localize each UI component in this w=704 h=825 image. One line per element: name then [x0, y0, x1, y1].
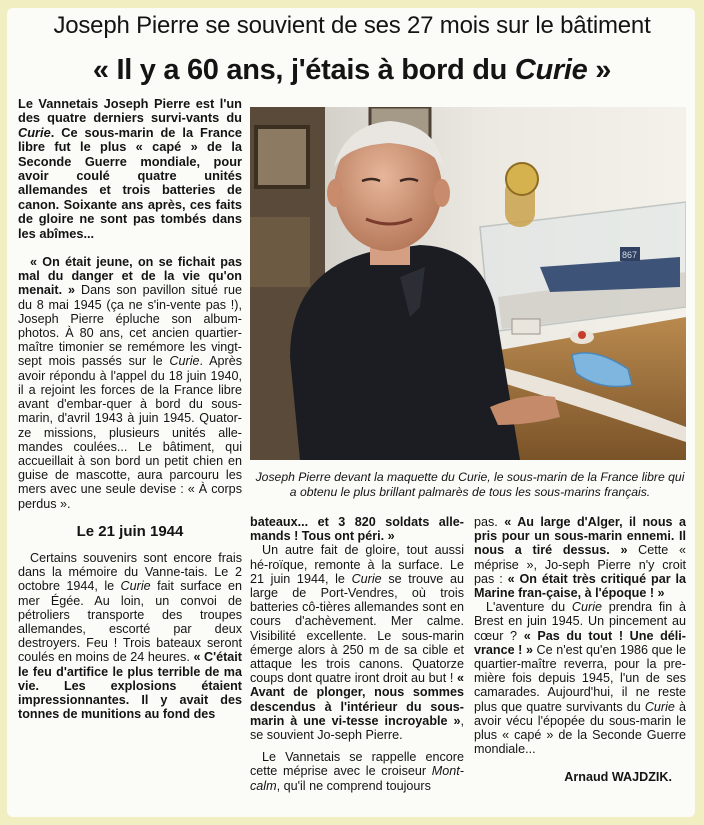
hull-number: 867 [622, 250, 638, 260]
column-3 [474, 515, 686, 785]
author-signature: Arnaud WAJDZIK. [564, 770, 672, 785]
article-kicker: Joseph Pierre se souvient de ses 27 mois sur le bâtiment [53, 12, 651, 39]
paragraph-egee: Certains souvenirs sont encore frais dans la mémoire du Vanne-tais. Le 2 octobre 1944, le Curie fait surface en mer Égée. Au loin, un convoi de pétroliers transporte des troupes allemandes, escorté par deux destroyers. Feu ! Trois bateaux seront coulés en moins de 24 heures. « C'était le feu d'artifice le plus terrible de ma vie. Les explosions étaient impressionnantes. Il y avait des tonnes de munitions au fond des [18, 550, 242, 722]
photo-illustration [250, 107, 686, 460]
paragraph-intro: « On était jeune, on se fichait pas mal du danger et de la vie qu'on menait. » Dans son pavillon situé rue du 8 mai 1945 (ça ne s'in-vente pas !), Joseph Pierre épluche son album-photos. À 80 ans, cet ancien quartier-maître timonier se remémore les vingt-sept mois passés sur le Curie. Après avoir répondu à l'appel du 18 juin 1940, il a rejoint les forces de la France libre avant d'embar-quer à bord du sous-marin, d'avril 1943 à juin 1945. Quator-ze missions, plusieurs unités alle-mandes coulées... Le bâtiment, qui accueillait à son bord un petit chien en guise de mascotte, aura parcouru les mers avec une seule devise : « À corps perdus ». [18, 255, 242, 511]
section-subhead: Le 21 juin 1944 [76, 522, 184, 540]
paragraph-brest: L'aventure du Curie prendra fin à Brest en juin 1945. Un pincement au cœur ? « Pas du tout ! Une déli-vrance ! » Ce n'est qu'en 1986 que le quartier-maître reverra, pour la pre-mière fois depuis 1945, l'un de ses camarades. Aujourd'hui, il ne reste plus que quatre survivants du Curie à avoir vécu l'épopée du sous-marin le plus « capé » de la Seconde Guerre mondiale... [474, 600, 686, 757]
column-2 [250, 515, 464, 793]
article-headline: « Il y a 60 ans, j'étais à bord du Curie » [92, 54, 612, 86]
photo-caption: Joseph Pierre devant la maquette du Curie, le sous-marin de la France libre qui a obtenu le plus brillant palmarès de tous les sous-marins français. [255, 470, 685, 499]
column-1 [18, 97, 242, 721]
article-lede: Le Vannetais Joseph Pierre est l'un des quatre derniers survi-vants du Curie. Ce sous-marin de la France libre fut le plus « capé » de la Seconde Guerre mondiale, pour avoir coulé quatre unités allemandes et trois batteries de canon. Soixante ans après, ces faits de gloire ne sont pas tombés dans les abîmes... [18, 96, 242, 241]
paragraph-montcalm: Le Vannetais se rappelle encore cette méprise avec le croiseur Mont-calm, qu'il ne comprend toujours [250, 750, 464, 793]
paragraph-alger: pas. « Au large d'Alger, il nous a pris pour un sous-marin ennemi. Il nous a tiré dessus. » Cette « méprise », Jo-seph Pierre n'y croit pas : « On était très critiqué par la Marine fran-çaise, à l'époque ! » [474, 515, 686, 601]
article-photo [250, 107, 686, 460]
paragraph-port-vendres: Un autre fait de gloire, tout aussi hé-roïque, remonte à la surface. Le 21 juin 1944, le Curie se trouve au large de Port-Vendres, où trois batteries cô-tières allemandes sont en cours d'achèvement. Mer calme. Visibilité excellente. Le sous-marin émerge alors à 250 m de sa cible et attaque les trois canons. Quatorze coups dont quatre iront droit au but ! « Avant de plonger, nous sommes descendus à l'intérieur du sous-marin à une vi-tesse incroyable », se souvient Jo-seph Pierre. [250, 543, 464, 743]
paragraph-continuation: bateaux... et 3 820 soldats alle-mands ! Tous ont péri. » [250, 515, 464, 544]
